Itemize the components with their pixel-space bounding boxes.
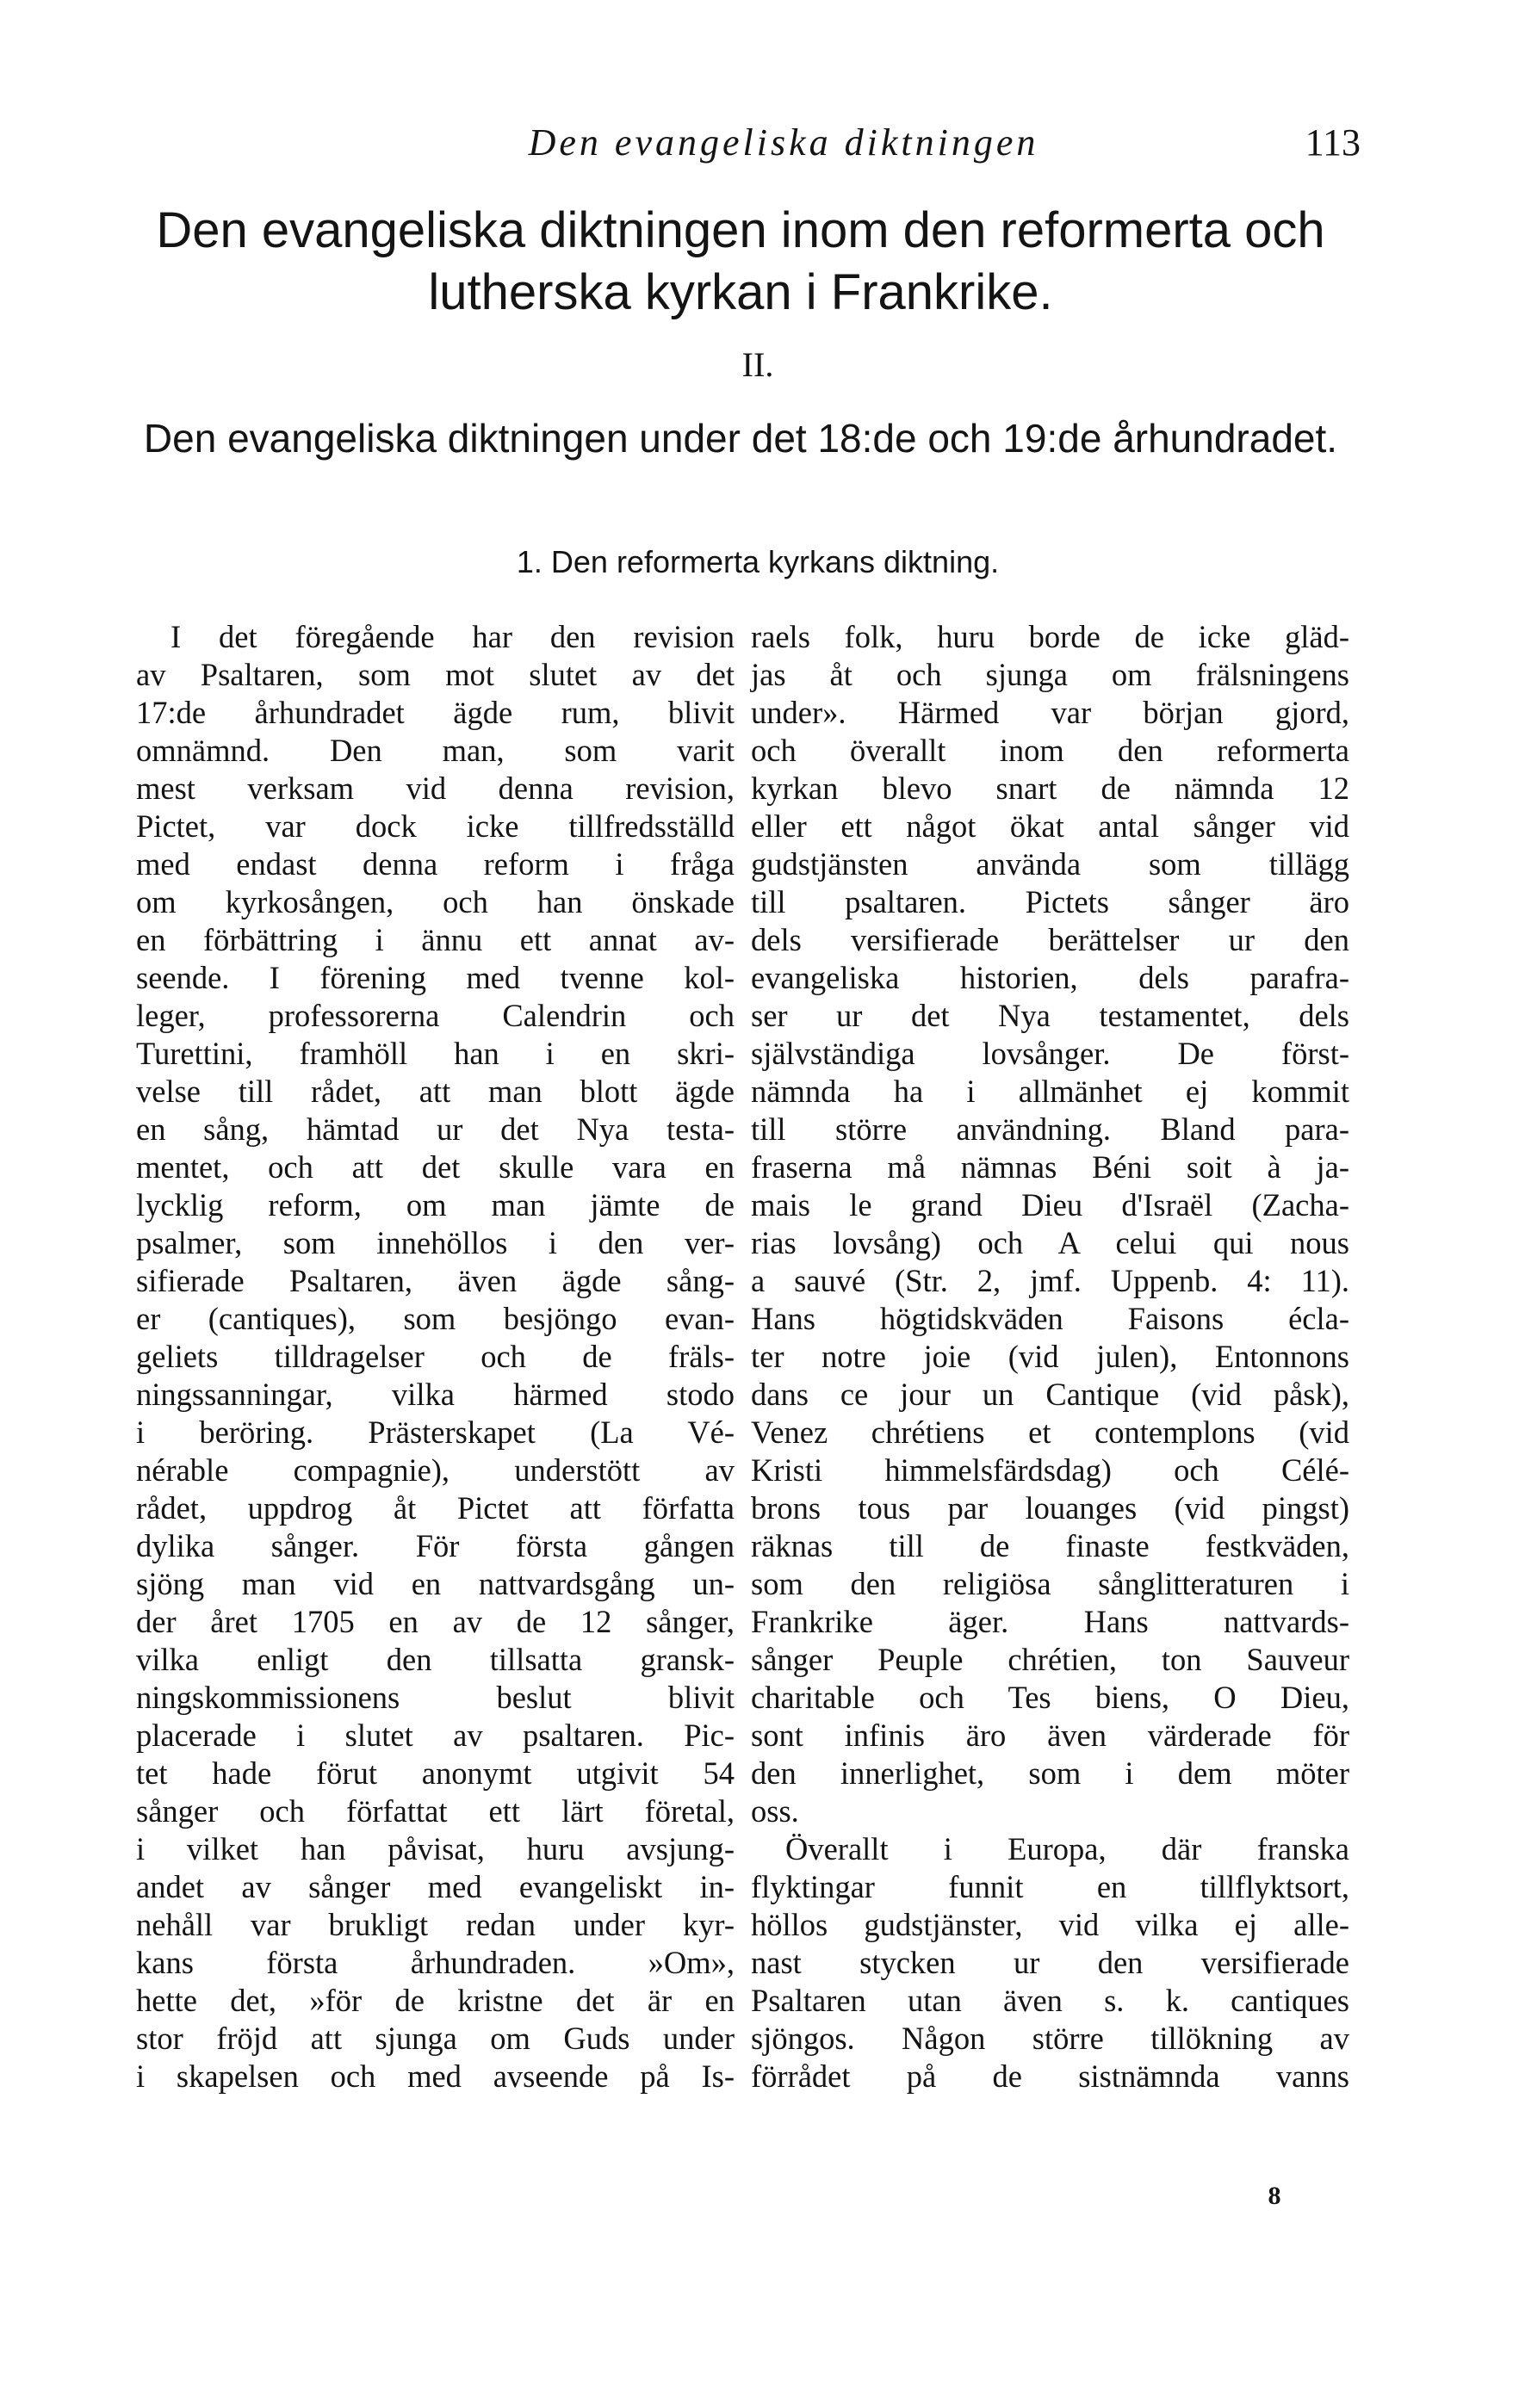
left-column [136, 618, 735, 2095]
text-line: dylika sånger. För första gången [136, 1528, 735, 1563]
running-head: Den evangeliska diktningen [528, 121, 1039, 164]
text-line: fraserna må nämnas Béni soit à ja- [751, 1149, 1349, 1185]
text-line: charitable och Tes biens, O Dieu, [751, 1680, 1349, 1715]
text-line: dels versifierade berättelser ur den [751, 922, 1349, 957]
text-line: andet av sånger med evangeliskt in- [136, 1869, 735, 1904]
text-line: rias lovsång) och A celui qui nous [751, 1225, 1349, 1260]
text-line: och överallt inom den reformerta [751, 733, 1349, 768]
text-line: en sång, hämtad ur det Nya testa- [136, 1111, 735, 1147]
text-line: er (cantiques), som besjöngo evan- [136, 1301, 735, 1336]
text-line: sånger och författat ett lärt företal, [136, 1793, 735, 1829]
section-number: II. [741, 345, 774, 384]
text-line: a sauvé (Str. 2, jmf. Uppenb. 4: 11). [751, 1263, 1349, 1298]
text-line: dans ce jour un Cantique (vid påsk), [751, 1377, 1349, 1412]
text-line: lycklig reform, om man jämte de [136, 1187, 735, 1223]
text-line: i skapelsen och med avseende på Is- [136, 2058, 735, 2094]
text-line: av Psaltaren, som mot slutet av det [136, 657, 735, 692]
text-line: seende. I förening med tvenne kol- [136, 960, 735, 995]
text-line: som den religiösa sånglitteraturen i [751, 1566, 1349, 1601]
text-line: raels folk, huru borde de icke gläd- [751, 619, 1349, 654]
text-line: den innerlighet, som i dem möter [751, 1755, 1349, 1791]
text-line: sånger Peuple chrétien, ton Sauveur [751, 1642, 1349, 1677]
text-line: till psaltaren. Pictets sånger äro [751, 884, 1349, 919]
text-line: stor fröjd att sjunga om Guds under [136, 2021, 735, 2056]
text-line: nehåll var brukligt redan under kyr- [136, 1907, 735, 1942]
text-line: ser ur det Nya testamentet, dels [751, 998, 1349, 1033]
text-line: kyrkan blevo snart de nämnda 12 [751, 771, 1349, 806]
section-subtitle: Den evangeliska diktningen under det 18:de och 19:de århundradet. [143, 416, 1338, 461]
text-line: Överallt i Europa, där franska [785, 1831, 1349, 1866]
text-line: under». Härmed var början gjord, [751, 695, 1349, 730]
text-line: 17:de århundradet ägde rum, blivit [136, 695, 735, 730]
text-line: nast stycken ur den versifierade [751, 1945, 1349, 1980]
text-line: en förbättring i ännu ett annat av- [136, 922, 735, 957]
text-line: Hans högtidskväden Faisons écla- [751, 1301, 1349, 1336]
text-line: kans första århundraden. »Om», [136, 1945, 735, 1980]
text-line: rådet, uppdrog åt Pictet att författa [136, 1490, 735, 1526]
text-line: Kristi himmelsfärdsdag) och Célé- [751, 1452, 1349, 1488]
text-line: förrådet på de sistnämnda vanns [751, 2058, 1349, 2094]
text-line: vilka enligt den tillsatta gransk- [136, 1642, 735, 1677]
text-line: Pictet, var dock icke tillfredsställd [136, 808, 735, 844]
text-line: i beröring. Prästerskapet (La Vé- [136, 1414, 735, 1450]
text-line: sont infinis äro även värderade för [751, 1718, 1349, 1753]
text-line: sjöng man vid en nattvardsgång un- [136, 1566, 735, 1601]
text-line: eller ett något ökat antal sånger vid [751, 808, 1349, 844]
text-line: placerade i slutet av psaltaren. Pic- [136, 1718, 735, 1753]
text-line: jas åt och sjunga om frälsningens [751, 657, 1349, 692]
text-line: I det föregående har den revision [170, 619, 735, 654]
text-line: velse till rådet, att man blott ägde [136, 1074, 735, 1109]
text-line: höllos gudstjänster, vid vilka ej alle- [751, 1907, 1349, 1942]
text-line: flyktingar funnit en tillflyktsort, [751, 1869, 1349, 1904]
text-line: ningskommissionens beslut blivit [136, 1680, 735, 1715]
text-line: sifierade Psaltaren, även ägde sång- [136, 1263, 735, 1298]
text-line: der året 1705 en av de 12 sånger, [136, 1604, 735, 1639]
text-line: leger, professorerna Calendrin och [136, 998, 735, 1033]
text-line: psalmer, som innehöllos i den ver- [136, 1225, 735, 1260]
text-line: mest verksam vid denna revision, [136, 771, 735, 806]
text-line: till större användning. Bland para- [751, 1111, 1349, 1147]
page-number: 113 [1305, 121, 1361, 164]
text-line: brons tous par louanges (vid pingst) [751, 1490, 1349, 1526]
right-column [751, 618, 1349, 2095]
text-line: gudstjänsten använda som tillägg [751, 846, 1349, 882]
text-line: Turettini, framhöll han i en skri- [136, 1036, 735, 1071]
signature-mark: 8 [1268, 2182, 1281, 2210]
text-line: Psaltaren utan även s. k. cantiques [751, 1983, 1349, 2018]
text-line: oss. [751, 1793, 799, 1829]
chapter-title: Den evangeliska diktningen inom den reformerta och lutherska kyrkan i Frankrike. [156, 202, 1325, 320]
text-line: mentet, och att det skulle vara en [136, 1149, 735, 1185]
text-line: evangeliska historien, dels parafra- [751, 960, 1349, 995]
text-line: nämnda ha i allmänhet ej kommit [751, 1074, 1349, 1109]
text-line: mais le grand Dieu d'Israël (Zacha- [751, 1187, 1349, 1223]
text-line: ter notre joie (vid julen), Entonnons [751, 1339, 1349, 1374]
text-line: om kyrkosången, och han önskade [136, 884, 735, 919]
text-line: ningssanningar, vilka härmed stodo [136, 1377, 735, 1412]
text-line: i vilket han påvisat, huru avsjung- [136, 1831, 735, 1866]
text-line: självständiga lovsånger. De först- [751, 1036, 1349, 1071]
text-line: geliets tilldragelser och de fräls- [136, 1339, 735, 1374]
text-line: Frankrike äger. Hans nattvards- [751, 1604, 1349, 1639]
text-line: hette det, »för de kristne det är en [136, 1983, 735, 2018]
text-line: sjöngos. Någon större tillökning av [751, 2021, 1349, 2056]
subsection-heading: 1. Den reformerta kyrkans diktning. [516, 544, 1000, 579]
text-line: Venez chrétiens et contemplons (vid [751, 1414, 1349, 1450]
text-line: räknas till de finaste festkväden, [751, 1528, 1349, 1563]
text-line: omnämnd. Den man, som varit [136, 733, 735, 768]
text-line: tet hade förut anonymt utgivit 54 [136, 1755, 735, 1791]
text-line: med endast denna reform i fråga [136, 846, 735, 882]
text-line: nérable compagnie), understött av [136, 1452, 735, 1488]
